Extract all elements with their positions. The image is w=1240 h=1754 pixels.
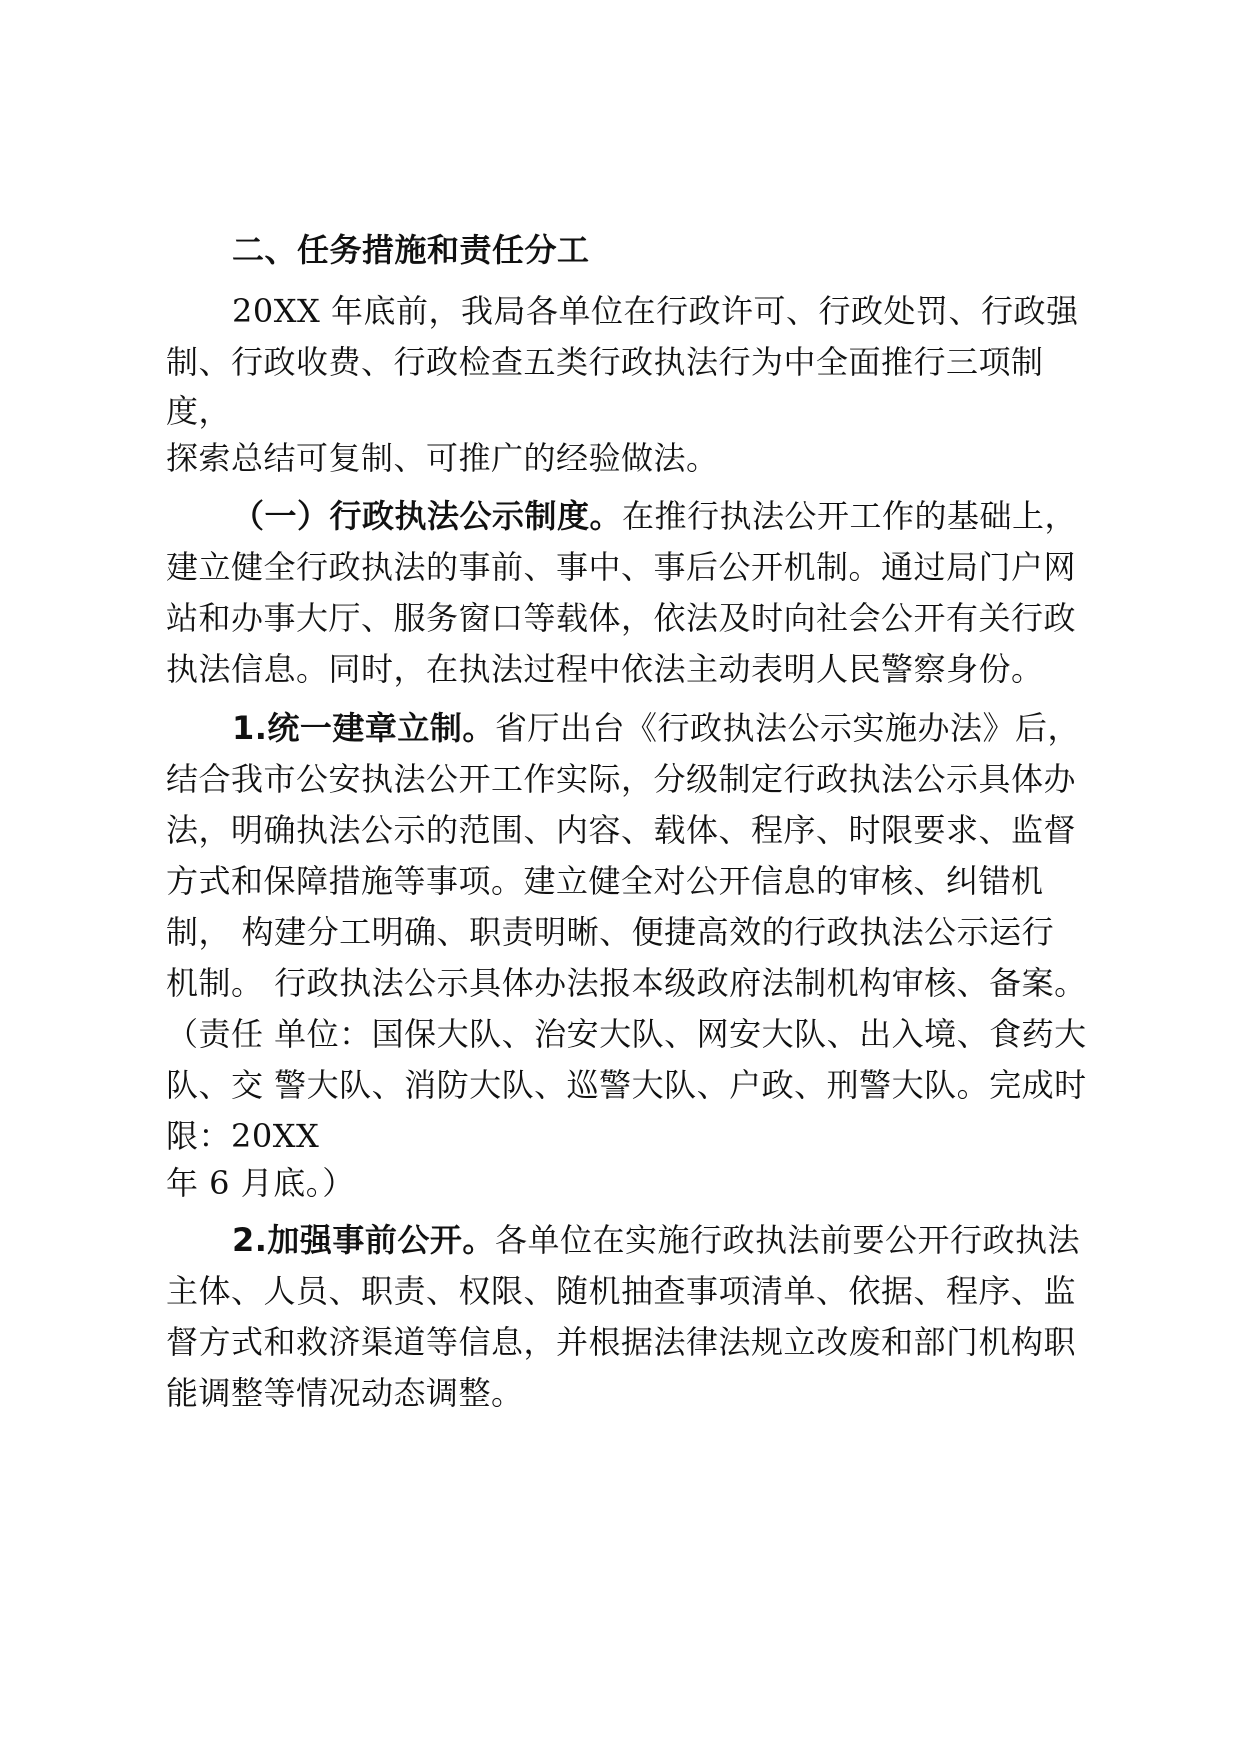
intro-line-2: 制、行政收费、行政检查五类行政执法行为中全面推行三项制: [166, 343, 1044, 381]
item-1-line-3: 法，明确执法公示的范围、内容、载体、程序、时限要求、监督: [166, 811, 1077, 849]
subsection-1-line-4: 执法信息。同时，在执法过程中依法主动表明人民警察身份。: [166, 650, 1044, 688]
item-2-title: 2.加强事前公开。: [232, 1221, 495, 1259]
item-1-line-2: 结合我市公安执法公开工作实际，分级制定行政执法公示具体办: [166, 760, 1077, 798]
subsection-1-title: （一）行政执法公示制度。: [232, 497, 623, 535]
item-2-line-3: 督方式和救济渠道等信息，并根据法律法规立改废和部门机构职: [166, 1323, 1077, 1361]
item-1-line-4: 方式和保障措施等事项。建立健全对公开信息的审核、纠错机: [166, 862, 1044, 900]
subsection-1-line-2: 建立健全行政执法的事前、事中、事后公开机制。通过局门户网: [166, 548, 1077, 586]
item-2-first-line: [232, 1218, 1080, 1262]
intro-line-3: 度，: [166, 392, 232, 430]
subsection-1-line-1: 在推行执法公开工作的基础上，: [622, 497, 1078, 535]
item-1-line-5: 制， 构建分工明确、职责明晰、便捷高效的行政执法公示运行: [166, 913, 1055, 951]
item-2-line-4: 能调整等情况动态调整。: [166, 1374, 524, 1412]
item-1-line-6: 机制。 行政执法公示具体办法报本级政府法制机构审核、备案。: [166, 964, 1087, 1002]
subsection-1-first-line: [232, 494, 1077, 538]
item-1-title: 1.统一建章立制。: [232, 709, 495, 747]
section-heading: 二、任务措施和责任分工: [232, 231, 590, 269]
item-1-line-9: 限：20XX: [166, 1117, 320, 1155]
item-1-first-line: [232, 706, 1080, 750]
item-1-line-7: （责任 单位：国保大队、治安大队、网安大队、出入境、食药大: [166, 1015, 1087, 1053]
subsection-1-line-3: 站和办事大厅、服务窗口等载体，依法及时向社会公开有关行政: [166, 599, 1077, 637]
item-1-line-1: 省厅出台《行政执法公示实施办法》后，: [494, 709, 1080, 747]
item-1-line-10: 年 6 月底。）: [166, 1164, 355, 1202]
item-2-line-1: 各单位在实施行政执法前要公开行政执法: [494, 1221, 1080, 1259]
item-2-line-2: 主体、人员、职责、权限、随机抽查事项清单、依据、程序、监: [166, 1272, 1077, 1310]
intro-line-1: 20XX 年底前，我局各单位在行政许可、行政处罚、行政强: [232, 292, 1079, 330]
intro-line-4: 探索总结可复制、可推广的经验做法。: [166, 439, 719, 477]
item-1-line-8: 队、交 警大队、消防大队、巡警大队、户政、刑警大队。完成时: [166, 1066, 1087, 1104]
